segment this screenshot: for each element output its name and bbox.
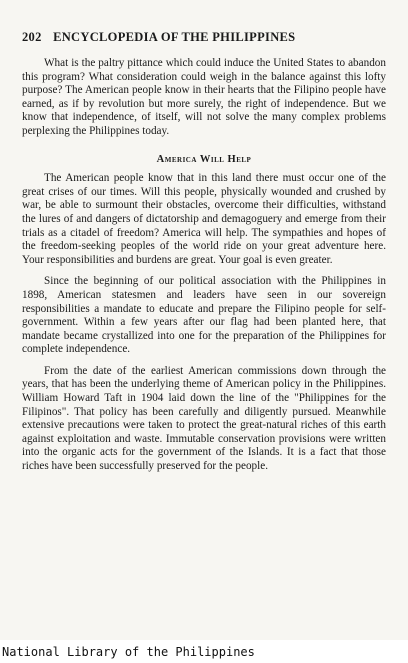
body-text (22, 48, 386, 474)
paragraph: What is the paltry pittance which could induce the United States to abandon this program? What consideration could weigh in the balance against this lofty purpose? The American people know in their hearts that the Filipino people have earned, as if by revolution but more surely, the right of independence. But we know that independence, of itself, will not solve the many complex problems perplexing the Philippines today. (22, 57, 386, 137)
paragraph: From the date of the earliest American commissions down through the years, that has been the underlying theme of American policy in the Philippines. William Howard Taft in 1904 laid down the line of the "Philippines for the Filipinos". That policy has been carefully and diligently pursued. Meanwhile extensive precautions were taken to protect the great-natural riches of this earth against exploitation and waste. Immutable conservation provisions were written into the organic acts for the government of the Islands. It is a fact that those riches have been successfully preserved for the people. (22, 364, 386, 473)
paragraph: Since the beginning of our political association with the Philippines in 1898, American statesmen and leaders have seen in our sovereign responsibilities a mandate to educate and prepare the Filipino people for self-government. Within a few years after our flag had been planted here, that mandate became crystallized into one for the preparation of the Philippines for complete independence. (22, 275, 386, 356)
page-header (22, 30, 392, 45)
running-title: ENCYCLOPEDIA OF THE PHILIPPINES (53, 30, 296, 44)
page-number: 202 (22, 30, 42, 44)
paragraph: The American people know that in this land there must occur one of the great crises of our times. Will this people, physically wounded and crushed by war, be able to surmount their obstacles, overcome their difficulties, withstand the lures of and dangers of dictatorship and demagoguery and emerge from their trials as a citadel of freedom? America will help. The sympathies and hopes of the freedom-seeking peoples of the world ride on your great adventure here. Your responsibilities and burdens are great. Your goal is even greater. (22, 172, 386, 266)
source-attribution: National Library of the Philippines (2, 645, 255, 659)
section-heading: America Will Help (156, 153, 252, 165)
